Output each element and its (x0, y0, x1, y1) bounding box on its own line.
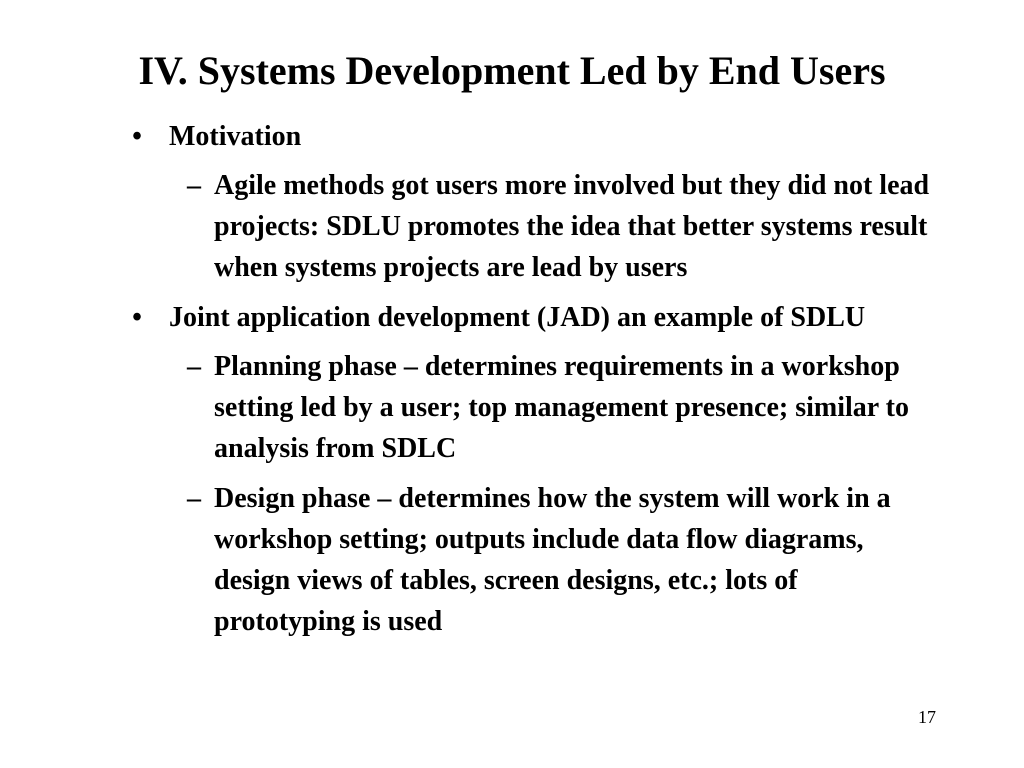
bullet-item-motivation (127, 116, 947, 157)
bullet-text: Joint application development (JAD) an example of SDLU (169, 302, 866, 333)
sub-bullet-item (187, 165, 934, 288)
sub-bullet-marker: – (187, 170, 201, 201)
sub-bullet-text: Agile methods got users more involved but they did not lead projects: SDLU promotes the idea that better systems result when systems projects are lead by users (214, 170, 930, 283)
sub-bullet-item (187, 478, 934, 642)
bullet-marker: • (132, 121, 142, 152)
bullet-list (127, 116, 947, 651)
bullet-item-jad (127, 297, 947, 338)
page-number: 17 (918, 707, 936, 727)
sub-bullet-marker: – (187, 351, 201, 382)
sub-bullet-marker: – (187, 483, 201, 514)
sub-bullet-text: Planning phase – determines requirements in a workshop setting led by a user; top management presence; similar to analysis from SDLC (214, 351, 909, 464)
sub-bullet-item (187, 346, 934, 469)
bullet-marker: • (132, 302, 142, 333)
slide-title: IV. Systems Development Led by End Users (138, 47, 886, 93)
bullet-text: Motivation (169, 121, 302, 152)
sub-bullet-text: Design phase – determines how the system will work in a workshop setting; outputs include data flow diagrams, design views of tables, screen designs, etc.; lots of prototyping is used (214, 483, 891, 637)
